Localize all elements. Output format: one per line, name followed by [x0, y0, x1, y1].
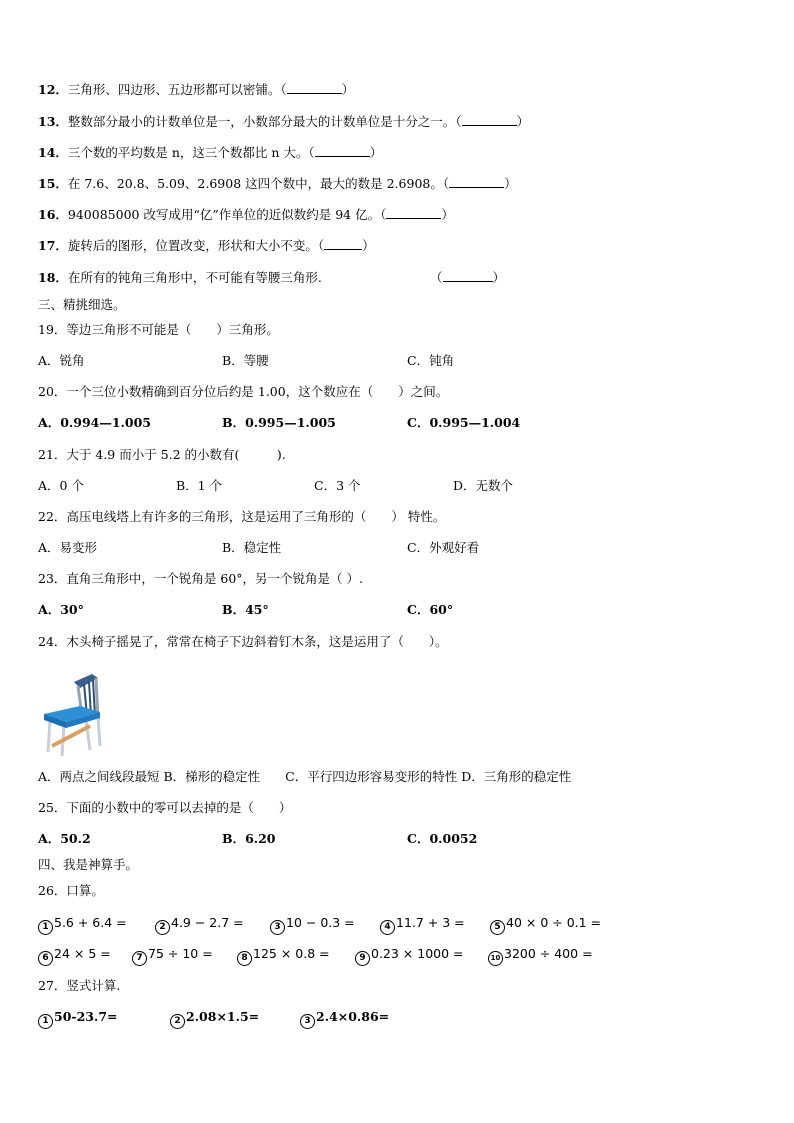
q23-option-c[interactable]: C．60° [407, 602, 454, 617]
answer-blank[interactable] [443, 270, 493, 282]
q21-option-c[interactable]: C．3 个 [314, 478, 361, 493]
diagonal-brace [52, 726, 90, 746]
question-27: 27．竖式计算. [38, 978, 121, 993]
mental-calc-8: 8 125 × 0.8 = [237, 946, 330, 966]
question-25: 25．下面的小数中的零可以去掉的是（ ） [38, 800, 292, 815]
question-14: 14．三个数的平均数是 n，这三个数都比 n 大。（ ） [38, 145, 383, 160]
q19-option-c[interactable]: C．钝角 [407, 353, 455, 368]
answer-blank[interactable] [287, 82, 342, 94]
q23-option-b[interactable]: B．45° [222, 602, 269, 617]
chair-back-top [74, 674, 98, 688]
question-22: 22．高压电线塔上有许多的三角形，这是运用了三角形的（ ） 特性。 [38, 509, 446, 524]
q21-option-d[interactable]: D．无数个 [453, 478, 514, 493]
q22-option-b[interactable]: B．稳定性 [222, 540, 282, 555]
mental-calc-10: 10 3200 ÷ 400 = [488, 946, 593, 966]
chair-icon [40, 670, 106, 758]
question-15: 15．在 7.6、20.8、5.09、2.6908 这四个数中，最大的数是 2.6908。（ ） [38, 176, 517, 191]
question-18-answer: （ ） [430, 270, 506, 285]
question-23: 23．直角三角形中，一个锐角是 60°，另一个锐角是（ ）. [38, 571, 363, 586]
vertical-calc-1: 1 50-23.7= [38, 1009, 118, 1029]
question-16: 16．940085000 改写成用“亿”作单位的近似数约是 94 亿。（ ） [38, 207, 454, 222]
q21-option-a[interactable]: A．0 个 [38, 478, 84, 493]
answer-blank[interactable] [462, 114, 517, 126]
q25-option-b[interactable]: B．6.20 [222, 831, 276, 846]
q24-options[interactable]: A．两点之间线段最短 B．梯形的稳定性 C．平行四边形容易变形的特性 D．三角形的稳定性 [38, 769, 572, 784]
q25-option-a[interactable]: A．50.2 [38, 831, 91, 846]
q23-option-a[interactable]: A．30° [38, 602, 84, 617]
q21-option-b[interactable]: B．1 个 [176, 478, 223, 493]
answer-blank[interactable] [315, 145, 370, 157]
q20-option-b[interactable]: B．0.995—1.005 [222, 415, 336, 430]
mental-calc-5: 5 40 × 0 ÷ 0.1 = [490, 915, 601, 935]
question-18: 18．在所有的钝角三角形中，不可能有等腰三角形. [38, 270, 322, 285]
q19-option-a[interactable]: A．锐角 [38, 353, 85, 368]
question-13: 13．整数部分最小的计数单位是一，小数部分最大的计数单位是十分之一。（ ） [38, 114, 530, 129]
answer-blank[interactable] [324, 238, 362, 250]
q20-option-a[interactable]: A．0.994—1.005 [38, 415, 151, 430]
chair-leg [98, 716, 100, 746]
q22-option-a[interactable]: A．易变形 [38, 540, 98, 555]
q25-option-c[interactable]: C．0.0052 [407, 831, 478, 846]
question-12: 12．三角形、四边形、五边形都可以密铺。（ ） [38, 82, 355, 97]
mental-calc-6: 6 24 × 5 = [38, 946, 111, 966]
q22-option-c[interactable]: C．外观好看 [407, 540, 480, 555]
question-19: 19．等边三角形不可能是（ ）三角形。 [38, 322, 279, 337]
question-20: 20．一个三位小数精确到百分位后约是 1.00，这个数应在（ ）之间。 [38, 384, 449, 399]
mental-calc-9: 9 0.23 × 1000 = [355, 946, 464, 966]
chair-leg [86, 720, 90, 750]
vertical-calc-2: 2 2.08×1.5= [170, 1009, 259, 1029]
mental-calc-7: 7 75 ÷ 10 = [132, 946, 213, 966]
mental-calc-1: 1 5.6 + 6.4 = [38, 915, 127, 935]
answer-blank[interactable] [449, 176, 504, 188]
question-26: 26．口算。 [38, 883, 104, 898]
q20-option-c[interactable]: C．0.995—1.004 [407, 415, 521, 430]
vertical-calc-3: 3 2.4×0.86= [300, 1009, 389, 1029]
question-17: 17．旋转后的图形，位置改变，形状和大小不变。（ ） [38, 238, 375, 253]
chair-leg [48, 720, 50, 752]
question-21: 21．大于 4.9 而小于 5.2 的小数有( ). [38, 447, 286, 462]
answer-blank[interactable] [386, 207, 441, 219]
mental-calc-3: 3 10 − 0.3 = [270, 915, 355, 935]
question-24: 24．木头椅子摇晃了，常常在椅子下边斜着钉木条，这是运用了（ ）。 [38, 634, 448, 649]
section-4-heading: 四、我是神算手。 [38, 857, 139, 872]
q19-option-b[interactable]: B．等腰 [222, 353, 269, 368]
mental-calc-2: 2 4.9 − 2.7 = [155, 915, 244, 935]
section-3-heading: 三、精挑细选。 [38, 297, 126, 312]
mental-calc-4: 4 11.7 + 3 = [380, 915, 465, 935]
